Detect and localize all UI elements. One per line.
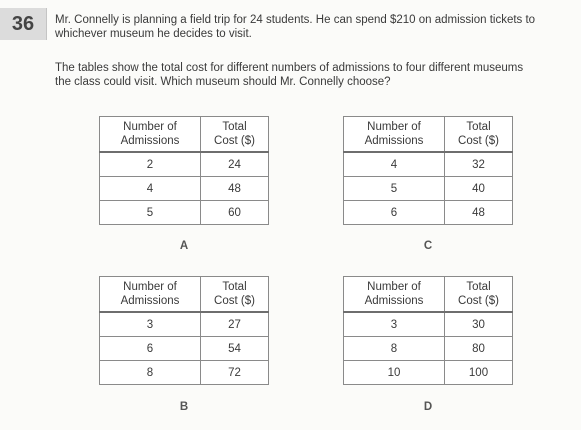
table-row — [100, 361, 269, 385]
table-row — [344, 152, 513, 177]
table-option-d — [343, 276, 513, 385]
admissions-cell: 6 — [100, 337, 201, 361]
admissions-cell: 4 — [100, 177, 201, 201]
table-row — [100, 337, 269, 361]
table-option-c — [343, 116, 513, 225]
cost-cell: 32 — [445, 152, 513, 177]
question-paragraph-1 — [55, 13, 570, 41]
table-row — [344, 201, 513, 225]
cost-cell: 48 — [445, 201, 513, 225]
table-option-b — [99, 276, 269, 385]
table-row — [100, 177, 269, 201]
cost-cell: 48 — [201, 177, 269, 201]
cost-cell: 72 — [201, 361, 269, 385]
table-row — [100, 312, 269, 337]
header-total-cost: Total Cost ($) — [445, 117, 513, 153]
table-row — [344, 312, 513, 337]
cost-cell: 54 — [201, 337, 269, 361]
admissions-cell: 8 — [100, 361, 201, 385]
table-row — [100, 152, 269, 177]
option-label-c: C — [423, 240, 433, 252]
table-row — [344, 361, 513, 385]
table-header-row — [100, 117, 269, 153]
cost-cell: 24 — [201, 152, 269, 177]
header-total-cost: Total Cost ($) — [201, 277, 269, 313]
stem-line-4: the class could visit. Which museum should Mr. Connelly choose? — [55, 76, 391, 88]
header-admissions: Number of Admissions — [344, 277, 445, 313]
option-label-b: B — [179, 401, 189, 413]
option-label-a: A — [179, 240, 189, 252]
table-row — [344, 177, 513, 201]
table-header-row — [344, 117, 513, 153]
cost-cell: 27 — [201, 312, 269, 337]
admissions-cell: 2 — [100, 152, 201, 177]
header-total-cost: Total Cost ($) — [201, 117, 269, 153]
admissions-cell: 3 — [100, 312, 201, 337]
admissions-cell: 5 — [100, 201, 201, 225]
cost-cell: 60 — [201, 201, 269, 225]
admissions-cell: 5 — [344, 177, 445, 201]
cost-cell: 40 — [445, 177, 513, 201]
admissions-cell: 3 — [344, 312, 445, 337]
cost-cell: 30 — [445, 312, 513, 337]
cost-cell: 80 — [445, 337, 513, 361]
table-row — [344, 337, 513, 361]
table-header-row — [344, 277, 513, 313]
table-row — [100, 201, 269, 225]
stem-line-2: whichever museum he decides to visit. — [55, 28, 252, 40]
header-admissions: Number of Admissions — [100, 117, 201, 153]
header-admissions: Number of Admissions — [344, 117, 445, 153]
admissions-cell: 6 — [344, 201, 445, 225]
stem-line-1: Mr. Connelly is planning a field trip for 24 students. He can spend $210 on admission tickets to — [55, 14, 536, 26]
admissions-cell: 4 — [344, 152, 445, 177]
question-stem — [55, 13, 570, 109]
option-label-d: D — [423, 401, 433, 413]
table-header-row — [100, 277, 269, 313]
header-total-cost: Total Cost ($) — [445, 277, 513, 313]
admissions-cell: 8 — [344, 337, 445, 361]
table-option-a — [99, 116, 269, 225]
header-admissions: Number of Admissions — [100, 277, 201, 313]
stem-line-3: The tables show the total cost for different numbers of admissions to four different museums — [55, 62, 524, 74]
question-paragraph-2 — [55, 61, 570, 89]
cost-cell: 100 — [445, 361, 513, 385]
question-number: 36 — [0, 8, 47, 40]
admissions-cell: 10 — [344, 361, 445, 385]
